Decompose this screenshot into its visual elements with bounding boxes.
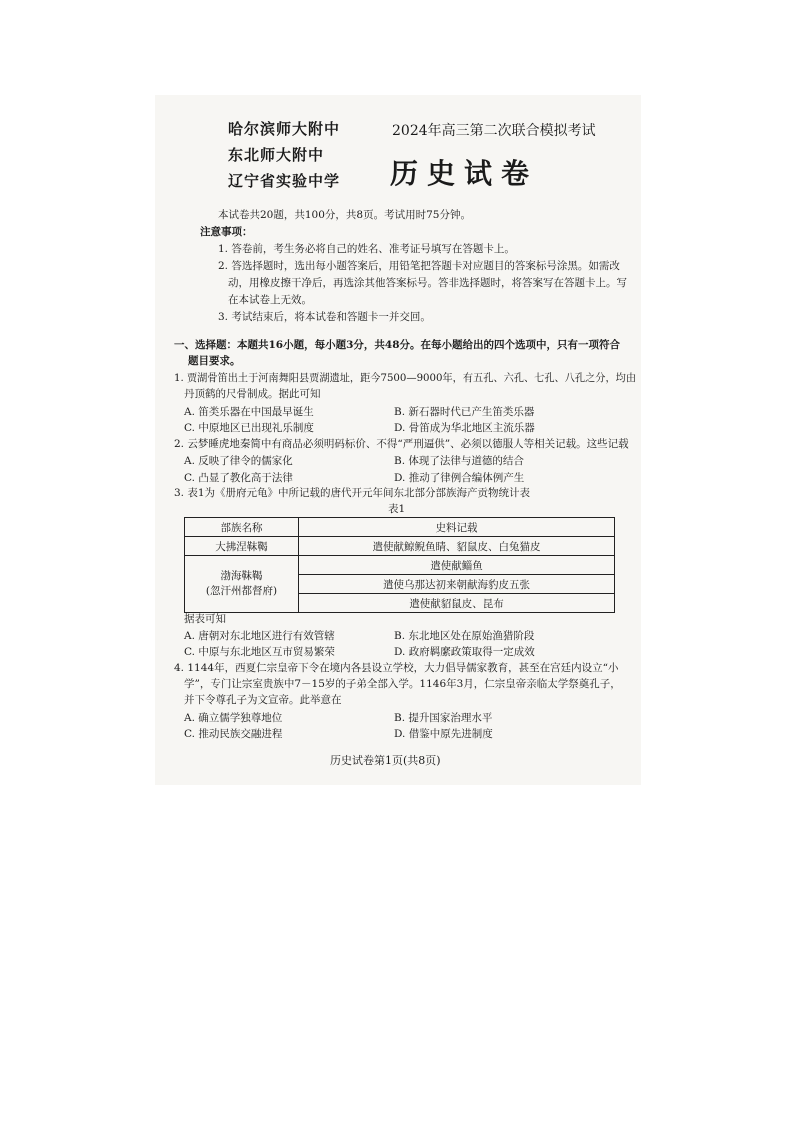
q1-stem-cont: 丹顶鹤的尺骨制成。据此可知 [184,388,321,400]
q2-option-b: B. 体现了法律与道德的结合 [394,455,524,467]
table-cell-tribe: 大拂涅靺鞨 [185,537,299,556]
page-footer: 历史试卷第1页(共8页) [330,754,441,767]
q4-option-d: D. 借鉴中原先进制度 [394,728,493,740]
q1-stem: 1. 贾湖骨笛出土于河南舞阳县贾湖遗址，距今7500—9000年，有五孔、六孔、七孔、八孔之分，均由 [174,372,637,384]
notice-line: 2. 答选择题时，选出每小题答案后，用铅笔把答题卡对应题目的答案标号涂黑。如需改 [218,260,620,272]
subject-title: 历史试卷 [390,157,539,190]
q3-stem: 3. 表1为《册府元龟》中所记载的唐代开元年间东北部分部族海产贡物统计表 [174,487,531,499]
q2-option-c: C. 凸显了教化高于法律 [184,472,293,484]
q1-option-c: C. 中原地区已出现礼乐制度 [184,422,314,434]
notice-line: 动，用橡皮擦干净后，再选涂其他答案标号。答非选择题时，将答案写在答题卡上。写 [228,277,627,289]
notice-line: 3. 考试结束后，将本试卷和答题卡一并交回。 [218,311,431,323]
table-header-cell: 部族名称 [185,518,299,537]
table-cell-record: 遣使献鲻鱼 [299,556,615,575]
q4-option-c: C. 推动民族交融进程 [184,728,283,740]
q4-stem: 4. 1144年，西夏仁宗皇帝下令在境内各县设立学校，大力倡导儒家教育，甚至在宫廷内设立“小 [174,662,619,674]
table-row [185,556,615,575]
q3-option-a: A. 唐朝对东北地区进行有效管辖 [184,630,335,642]
table-row [185,537,615,556]
q2-option-d: D. 推动了律例合编体例产生 [394,472,525,484]
table-header-row [185,518,615,537]
table-cell-record: 遣使乌那达初来朝献海豹皮五张 [299,575,615,594]
q2-stem: 2. 云梦睡虎地秦简中有商品必须明码标价、不得“严刑逼供”、必须以德服人等相关记载。这些记载 [174,438,629,450]
q4-stem-cont: 并下令尊孔子为文宣帝。此举意在 [184,694,342,706]
table-cell-record: 遣使献貂鼠皮、昆布 [299,594,615,613]
table-cell-record: 遣使献鲸鲵鱼睛、貂鼠皮、白兔猫皮 [299,537,615,556]
tribute-table [184,517,615,613]
tribe-subname: (忽汗州都督府) [205,585,278,597]
q1-option-a: A. 笛类乐器在中国最早诞生 [184,406,314,418]
notice-line: 在本试卷上无效。 [228,294,312,306]
q3-option-d: D. 政府羁縻政策取得一定成效 [394,646,535,658]
q4-stem-cont: 学”，专门让宗室贵族中7－15岁的子弟全部入学。1146年3月，仁宗皇帝亲临太学祭奠孔子， [184,678,621,690]
school-name-3: 辽宁省实验中学 [228,172,341,190]
notice-line: 1. 答卷前，考生务必将自己的姓名、准考证号填写在答题卡上。 [218,243,515,255]
table-caption: 表1 [388,503,406,515]
q1-option-d: D. 骨笛成为华北地区主流乐器 [394,422,535,434]
q4-option-b: B. 提升国家治理水平 [394,712,493,724]
q4-option-a: A. 确立儒学独尊地位 [184,712,283,724]
table-header-cell: 史料记载 [299,518,615,537]
tribe-name: 渤海靺鞨 [220,570,263,582]
q3-option-c: C. 中原与东北地区互市贸易繁荣 [184,646,335,658]
school-name-2: 东北师大附中 [228,146,325,164]
section-heading: 一、选择题：本题共16小题，每小题3分，共48分。在每小题给出的四个选项中，只有一项符合 [174,339,621,351]
section-heading-cont: 题目要求。 [188,355,241,367]
table-cell-tribe [185,556,299,613]
notice-heading: 注意事项： [200,226,253,238]
q3-option-b: B. 东北地区处在原始渔猎阶段 [394,630,535,642]
q2-option-a: A. 反映了律令的儒家化 [184,455,293,467]
q3-stem-after: 据表可知 [184,613,226,625]
exam-title: 2024年高三第二次联合模拟考试 [392,123,596,139]
exam-intro: 本试卷共20题，共100分，共8页。考试用时75分钟。 [218,209,471,221]
q1-option-b: B. 新石器时代已产生笛类乐器 [394,406,535,418]
school-name-1: 哈尔滨师大附中 [228,120,341,138]
